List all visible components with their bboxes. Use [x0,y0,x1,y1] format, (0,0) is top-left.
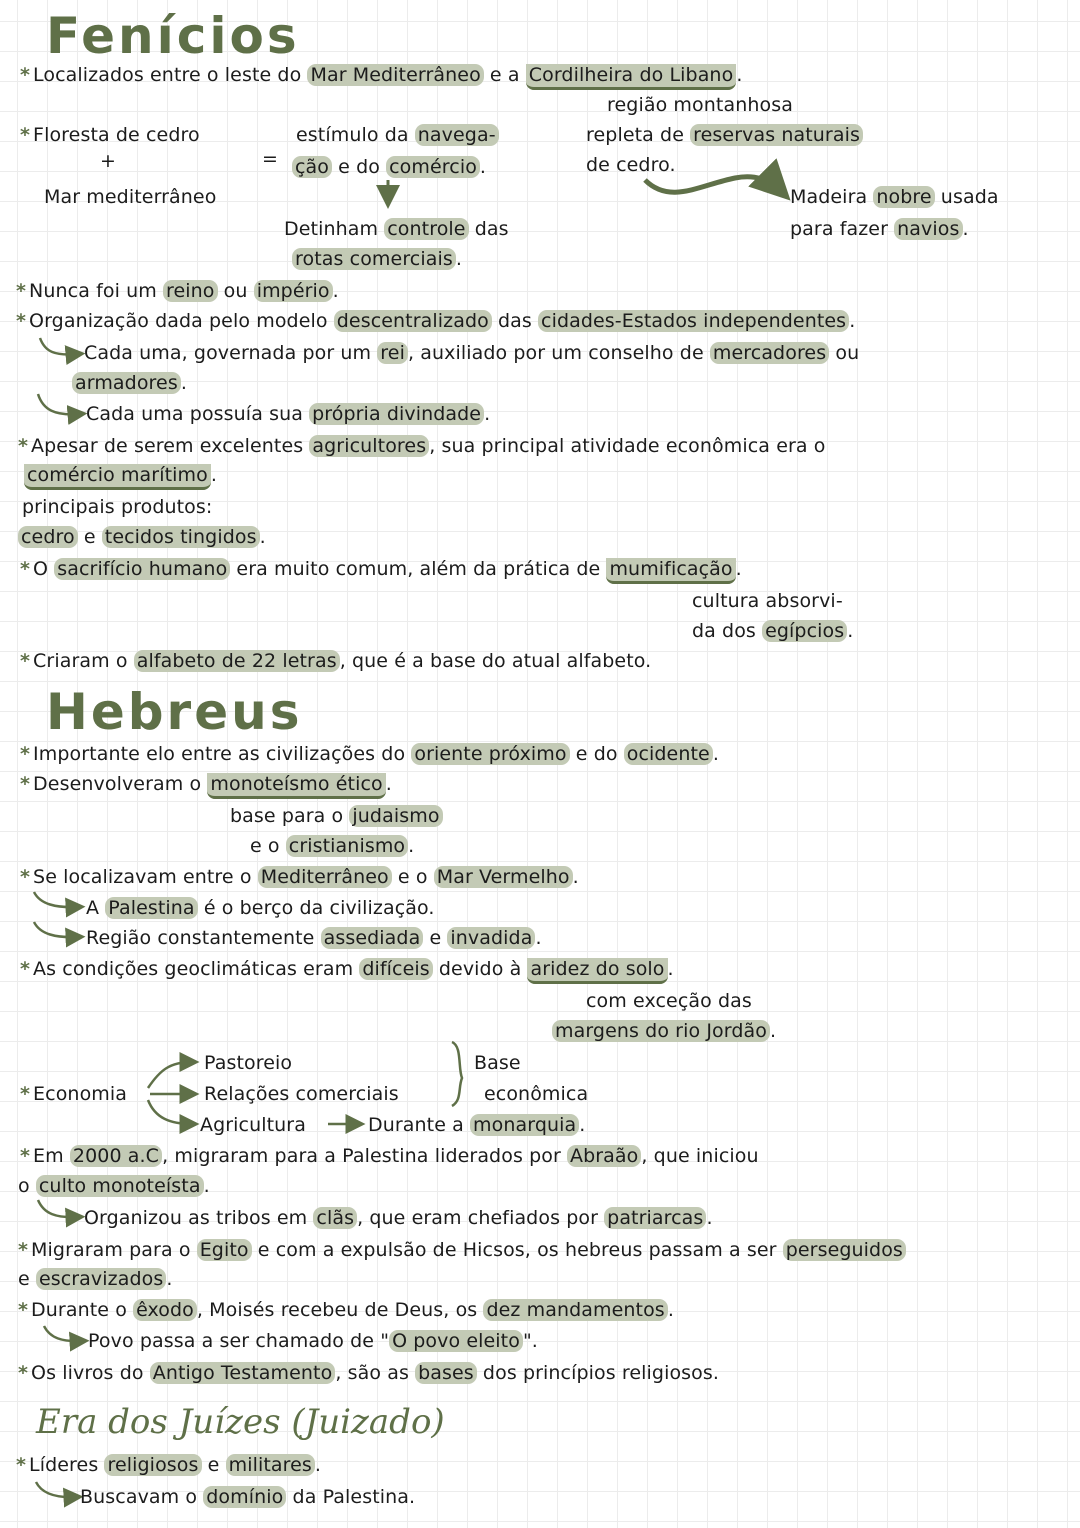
note-cristianismo [250,833,414,859]
highlight: judaismo [349,805,442,827]
note-livros [18,1360,719,1386]
section-title-hebreus: Hebreus [46,683,303,741]
bullet-star-icon: * [18,435,29,457]
note-cultura-absorvida-2 [692,618,853,644]
highlight: difíceis [359,958,432,980]
highlight: margens do rio Jordão [552,1020,770,1042]
bullet-star-icon: * [18,1299,29,1321]
arrow-agricultura-icon [148,1100,192,1124]
highlight: navios [894,218,962,240]
bullet-star-icon: * [16,280,27,302]
section-title-juizes: Era dos Juízes (Juizado) [36,1402,445,1442]
text: . [455,248,462,270]
note-exodo [18,1297,674,1323]
text: . [385,773,392,795]
highlight: dez mandamentos [483,1299,667,1321]
text: ou [217,280,254,302]
note-organizacao [16,308,855,334]
text: ou [829,342,860,364]
bullet-star-icon: * [20,743,31,765]
highlight: rotas comerciais [292,248,456,270]
text: A [86,897,106,919]
text: , são as [335,1362,416,1384]
text: , migraram para a Palestina liderados por [162,1145,568,1167]
text: e do [332,156,387,178]
text: e a [483,64,526,86]
highlight: tecidos tingidos [102,526,260,548]
bullet-star-icon: * [16,310,27,332]
economia-item-pastoreio: Pastoreio [204,1052,293,1074]
text: , Moisés recebeu de Deus, os [196,1299,484,1321]
highlight: mercadores [710,342,829,364]
text: . [849,310,856,332]
text: , auxiliado por um conselho de [407,342,710,364]
bullet-star-icon: * [20,866,31,888]
highlight: ção [292,156,332,178]
highlight: reino [163,280,218,302]
highlight: 2000 a.C [70,1145,162,1167]
text: Buscavam o [80,1486,204,1508]
note-escravizados [18,1266,173,1292]
text: Líderes [29,1454,105,1476]
note-principais-produtos: principais produtos: [22,496,213,518]
highlight: cedro [18,526,78,548]
text: . [736,64,743,86]
note-nunca [16,278,339,304]
note-monoteismo [20,771,392,797]
note-organizou [84,1205,713,1231]
text: O [33,558,55,580]
text: Organização dada pelo modelo [29,310,334,332]
sub-arrow-icon [40,338,78,354]
note-estimulo [296,122,499,148]
note-floresta [20,122,200,148]
note-detinham [284,216,509,242]
text: base para o [230,805,350,827]
text: Cada uma, governada por um [84,342,378,364]
highlight: Palestina [105,897,197,919]
text: e o [250,835,286,857]
highlight: controle [384,218,468,240]
note-palestina [86,895,435,921]
plus-sign: + [100,150,117,172]
text: Desenvolveram o [33,773,208,795]
arrow-pastoreio-icon [148,1062,192,1088]
highlight: cristianismo [286,835,408,857]
text: e [201,1454,226,1476]
text: da dos [692,620,763,642]
note-comercio-maritimo [24,462,217,488]
note-condicoes [20,956,674,982]
text: . [667,1299,674,1321]
sub-arrow-icon [44,1326,82,1341]
text: . [166,1268,173,1290]
highlight: reservas naturais [690,124,863,146]
text: e [423,927,448,949]
text: . [203,1175,210,1197]
text: Economia [33,1083,128,1105]
highlight: Abraão [567,1145,641,1167]
text: . [210,464,217,486]
text: . [479,156,487,178]
bullet-star-icon: * [18,1362,29,1384]
bullet-star-icon: * [20,1083,31,1105]
bullet-star-icon: * [20,64,31,86]
highlight: império [254,280,333,302]
text: e com a expulsão de Hicsos, os hebreus passam a ser [251,1239,783,1261]
highlight: agricultores [309,435,429,457]
highlight: monarquia [470,1114,579,1136]
note-culto [18,1173,210,1199]
highlight: patriarcas [604,1207,706,1229]
highlight: Antigo Testamento [150,1362,336,1384]
text: Povo passa a ser chamado de " [88,1330,390,1352]
text: Nunca foi um [29,280,163,302]
text: Organizou as tribos em [84,1207,314,1229]
note-com-excecao: com exceção das [586,990,752,1012]
text: . [572,866,579,888]
economia-item-agricultura: Agricultura [200,1114,306,1136]
economia-item-relacoes: Relações comerciais [204,1083,399,1105]
note-buscavam [80,1484,415,1510]
curved-arrow-icon [645,177,780,192]
text: estímulo da [296,124,415,146]
text: Durante a [368,1114,471,1136]
highlight: militares [226,1454,315,1476]
highlight: cidades-Estados independentes [538,310,849,332]
highlight: invadida [447,927,535,949]
highlight: perseguidos [783,1239,906,1261]
highlight: própria divindade [309,403,484,425]
note-rio-jordao [552,1018,776,1044]
text: dos princípios religiosos. [476,1362,720,1384]
note-madeira-2 [790,216,969,242]
highlight: comércio [386,156,480,178]
text: . [408,835,415,857]
highlight-underlined: Cordilheira do Libano [526,64,737,90]
equals-sign: = [262,148,279,170]
text: Madeira [790,186,874,208]
text: ". [522,1330,538,1352]
highlight-underlined: mumificação [606,558,735,584]
note-alfabeto [20,648,651,674]
highlight: culto monoteísta [36,1175,204,1197]
text: . [712,743,719,765]
text: Em [33,1145,70,1167]
text: da Palestina. [286,1486,416,1508]
text: Criaram o [33,650,134,672]
highlight-underlined: monoteísmo ético [207,773,385,799]
note-armadores [72,370,187,396]
text: Se localizavam entre o [33,866,258,888]
text: . [535,927,542,949]
text: e [18,1268,36,1290]
text: das [491,310,539,332]
text: . [667,958,674,980]
highlight: egípcios [762,620,847,642]
sub-arrow-icon [36,1482,76,1497]
text: . [332,280,339,302]
text: . [735,558,742,580]
bullet-star-icon: * [20,773,31,795]
highlight: êxodo [133,1299,197,1321]
highlight: nobre [873,186,934,208]
note-cada-uma-rei [84,340,859,366]
note-povo-eleito [88,1328,538,1354]
text: Migraram para o [31,1239,197,1261]
note-repleta [586,122,863,148]
note-localizados [20,62,742,88]
text: . [847,620,854,642]
text: repleta de [586,124,691,146]
note-regiao-montanhosa: região montanhosa [607,94,793,116]
text: das [468,218,509,240]
brace-label-base: Base [474,1052,521,1074]
brace-icon [452,1042,462,1106]
highlight: Mar Mediterrâneo [307,64,483,86]
bullet-star-icon: * [20,558,31,580]
highlight: descentralizado [334,310,492,332]
text: e o [391,866,434,888]
text: devido à [432,958,528,980]
bullet-star-icon: * [20,124,31,146]
note-lideres [16,1452,321,1478]
note-mar-mediterraneo: Mar mediterrâneo [44,186,217,208]
highlight: domínio [203,1486,286,1508]
sub-arrow-icon [34,892,78,907]
text: e [77,526,102,548]
note-em-2000 [20,1143,759,1169]
highlight: O povo eleito [389,1330,523,1352]
text: é o berço da civilização. [197,897,435,919]
text: Os livros do [31,1362,150,1384]
section-title-fenicios: Fenícios [46,7,300,65]
text: Região constantemente [86,927,321,949]
text: . [314,1454,322,1476]
bullet-star-icon: * [20,1145,31,1167]
note-rotas [292,246,462,272]
highlight: armadores [72,372,181,394]
text: As condições geoclimáticas eram [33,958,360,980]
text: e do [569,743,624,765]
text: Durante o [31,1299,134,1321]
note-madeira-1 [790,184,999,210]
text: . [962,218,969,240]
text: . [180,372,187,394]
note-monarquia [368,1112,585,1138]
sub-arrow-icon [38,1200,78,1217]
note-elo [20,741,719,767]
text: . [484,403,491,425]
brace-label-economica: econômica [484,1083,589,1105]
note-navegacao [292,154,486,180]
sub-arrow-icon [34,922,78,937]
bullet-star-icon: * [20,650,31,672]
text: Localizados entre o leste do [33,64,308,86]
text: Floresta de cedro [33,124,200,146]
note-cultura-absorvida-1: cultura absorvi- [692,590,843,612]
text: , que eram chefiados por [357,1207,605,1229]
highlight: sacrifício humano [54,558,230,580]
note-cedro-tecidos [18,524,266,550]
text: para fazer [790,218,895,240]
highlight: Mediterrâneo [258,866,392,888]
text: , que é a base do atual alfabeto. [339,650,652,672]
highlight-underlined: comércio marítimo [24,464,211,490]
highlight-underlined: aridez do solo [527,958,667,984]
sub-arrow-icon [38,394,80,414]
bullet-star-icon: * [20,958,31,980]
highlight: navega- [415,124,499,146]
text: . [706,1207,713,1229]
economia-label [20,1081,127,1107]
highlight: bases [415,1362,477,1384]
text: usada [934,186,999,208]
text: . [259,526,266,548]
highlight: religiosos [104,1454,201,1476]
bullet-star-icon: * [16,1454,27,1476]
note-regiao [86,925,542,951]
note-localizavam [20,864,579,890]
highlight: oriente próximo [411,743,569,765]
highlight: Mar Vermelho [434,866,573,888]
text: era muito comum, além da prática de [230,558,607,580]
text: , que iniciou [641,1145,759,1167]
note-de-cedro: de cedro. [586,154,676,176]
note-apesar [18,433,826,459]
note-cada-uma-divindade [86,401,490,427]
highlight: ocidente [624,743,713,765]
highlight: alfabeto de 22 letras [134,650,340,672]
highlight: rei [377,342,408,364]
highlight: Egito [197,1239,252,1261]
note-base-judaismo [230,803,443,829]
text: Detinham [284,218,385,240]
bullet-star-icon: * [18,1239,29,1261]
text: Importante elo entre as civilizações do [33,743,412,765]
text: o [18,1175,36,1197]
highlight: clãs [313,1207,357,1229]
text: Cada uma possuía sua [86,403,310,425]
text: , sua principal atividade econômica era o [429,435,826,457]
text: . [579,1114,586,1136]
note-sacrificio [20,556,742,582]
highlight: assediada [321,927,424,949]
text: Apesar de serem excelentes [31,435,310,457]
note-egito [18,1237,906,1263]
highlight: escravizados [36,1268,166,1290]
text: . [769,1020,777,1042]
